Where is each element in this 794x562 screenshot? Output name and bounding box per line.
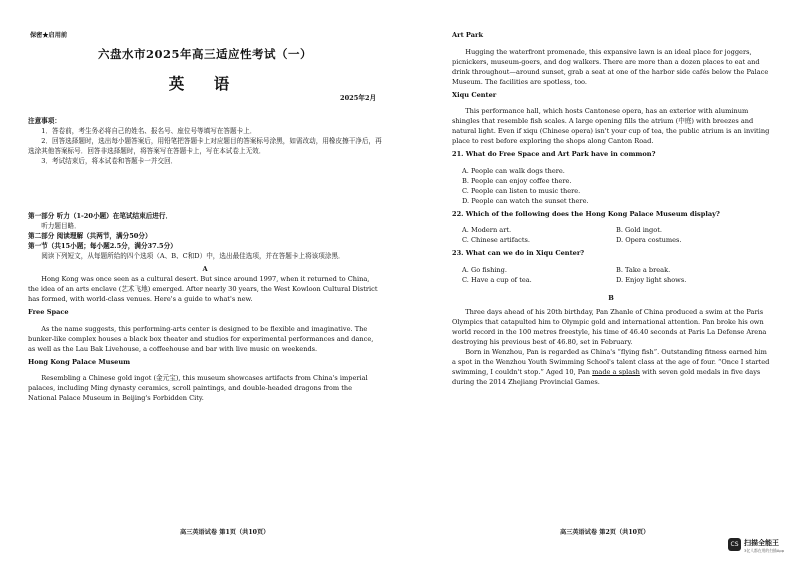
option-c: C. Chinese artifacts. (462, 236, 530, 245)
section1-title: 第一节（共15小题；每小题2.5分，满分37.5分） (28, 242, 177, 250)
option-c: C. People can listen to music there. (462, 186, 581, 195)
question-22 (452, 209, 770, 246)
question-stem: 23. What can we do in Xiqu Center? (452, 249, 585, 258)
free-space-title: Free Space (28, 308, 69, 316)
option-b: B. Gold ingot. (616, 226, 662, 235)
notice-item: 1．答卷前，考生务必将自己的姓名、报名号、座位号等填写在答题卡上． (41, 127, 257, 135)
right-column (452, 30, 770, 387)
page-footer-left: 高三英语试卷 第1页（共10页） (180, 529, 270, 536)
page-footer-right: 高三英语试卷 第2页（共10页） (560, 529, 650, 536)
option-d: D. Enjoy light shows. (616, 275, 687, 284)
scanner-tagline: 3亿人都在用的扫描App (744, 548, 785, 553)
question-stem: 21. What do Free Space and Art Park have in common? (452, 150, 656, 159)
question-21 (452, 149, 770, 206)
subject-title: 英 语 (168, 74, 242, 93)
scanner-name: 扫描全能王 (744, 539, 779, 547)
passage-a-label: A (202, 265, 208, 273)
option-d: D. People can watch the sunset there. (462, 196, 589, 205)
secret-mark: 保密★启用前 (30, 32, 68, 39)
notice-item: 2．回答选择题时，选出每小题答案后，用铅笔把答题卡上对应题目的答案标号涂黑，如需改动，用橡皮擦干净后，再选涂其他答案标号．回答非选择题时，将答案写在答题卡上，写在本试卷上无效． (28, 137, 382, 155)
exam-date: 2025年2月 (340, 94, 377, 102)
passage-a-intro: Hong Kong was once seen as a cultural desert. But since around 1997, when it returned to China, the idea of an arts enclave (艺术飞地) emerged. After nearly 30 years, the West Kowloon Cultural District has formed, with world-class venues. Here's a guide to what's new. (28, 275, 378, 303)
exam-title: 六盘水市2025年高三适应性考试（一） (97, 47, 312, 61)
free-space-text: As the name suggests, this performing-arts center is designed to be flexible and imaginative. The bunker-like complex houses a black box theater and studios for experimental performances and dance, as well as the Lau Bak Livehouse, a coffeehouse and bar with live music on weekends. (28, 324, 374, 353)
option-b: B. Take a break. (616, 265, 671, 274)
question-23 (452, 248, 770, 285)
part1-title: 第一部分 听力（1-20小题）在笔试结束后进行． (28, 212, 173, 220)
notice-title: 注意事项： (28, 117, 61, 125)
notice-block (28, 116, 382, 166)
art-park-text: Hugging the waterfront promenade, this expansive lawn is an ideal place for joggers, picnickers, museum-goers, and dog walkers. There are more than a dozen places to eat and drink throughout—around sunset, grab a seat at one of the harbor side cafés below the Palace Museum. The facilities are spotless, too. (452, 47, 769, 86)
notice-item: 3．考试结束后，将本试卷和答题卡一并交回． (41, 157, 178, 165)
option-d: D. Opera costumes. (616, 236, 682, 245)
museum-title: Hong Kong Palace Museum (28, 357, 131, 366)
option-b: B. People can enjoy coffee there. (462, 176, 572, 185)
scanner-watermark (728, 536, 790, 558)
underlined-phrase: made a splash (592, 367, 640, 376)
museum-text: Resembling a Chinese gold ingot (金元宝), this museum showcases artifacts from China's imperial palaces, including Ming dynasty ceramics, scroll paintings, and double-headed dragons from the National Palace Museum in Beijing's Forbidden City. (28, 374, 368, 403)
passage-b-paragraph-1: Three days ahead of his 20th birthday, Pan Zhanle of China produced a swim at the Paris Olympics that catapulted him to Olympic gold and international attention. Pan broke his own world record in the 100 metres freestyle, his time of 46.40 seconds at Paris La Defense Arena destroying his previous best of 46.80, set in February. (452, 307, 767, 346)
option-a: A. People can walk dogs there. (462, 166, 565, 175)
xiqu-text: This performance hall, which hosts Cantonese opera, has an exterior with aluminum shingles that resemble fish scales. A large opening fills the atrium (中庭) with breezes and natural light. Even if xiqu (Chinese opera) isn't your cup of tea, the public atrium is an inviting place to rest before exploring the shops along Canton Road. (452, 107, 770, 146)
part1-note: 听力题目略． (41, 222, 81, 230)
question-stem: 22. Which of the following does the Hong Kong Palace Museum display? (452, 209, 720, 218)
reading-section (28, 211, 382, 403)
xiqu-title: Xiqu Center (452, 90, 497, 99)
passage-b-label: B (608, 293, 614, 302)
passage-b-paragraph-2 (452, 347, 770, 387)
camscanner-logo-icon: CS (728, 538, 741, 551)
paragraph-text: Born in Wenzhou, Pan is regarded as China's “flying fish”. Outstanding fitness earned him a spot in the Wenzhou Youth Swimming School's talent class at the age of four. “Once I started swimming, I couldn't stop.” Aged 10, Pan (452, 347, 770, 376)
option-c: C. Have a cup of tea. (462, 275, 532, 284)
option-a: A. Modern art. (462, 226, 512, 235)
art-park-title: Art Park (452, 31, 484, 39)
part2-title: 第二部分 阅读理解（共两节，满分50分） (28, 232, 152, 240)
section1-instruction: 阅读下列短文，从每题所给的四个选项（A、B、C和D）中，选出最佳选项，并在答题卡上将该项涂黑． (41, 252, 345, 260)
option-a: A. Go fishing. (462, 265, 507, 274)
paragraph-text: with seven gold medals in five days during the 2014 Zhejiang Provincial Games. (452, 367, 761, 386)
